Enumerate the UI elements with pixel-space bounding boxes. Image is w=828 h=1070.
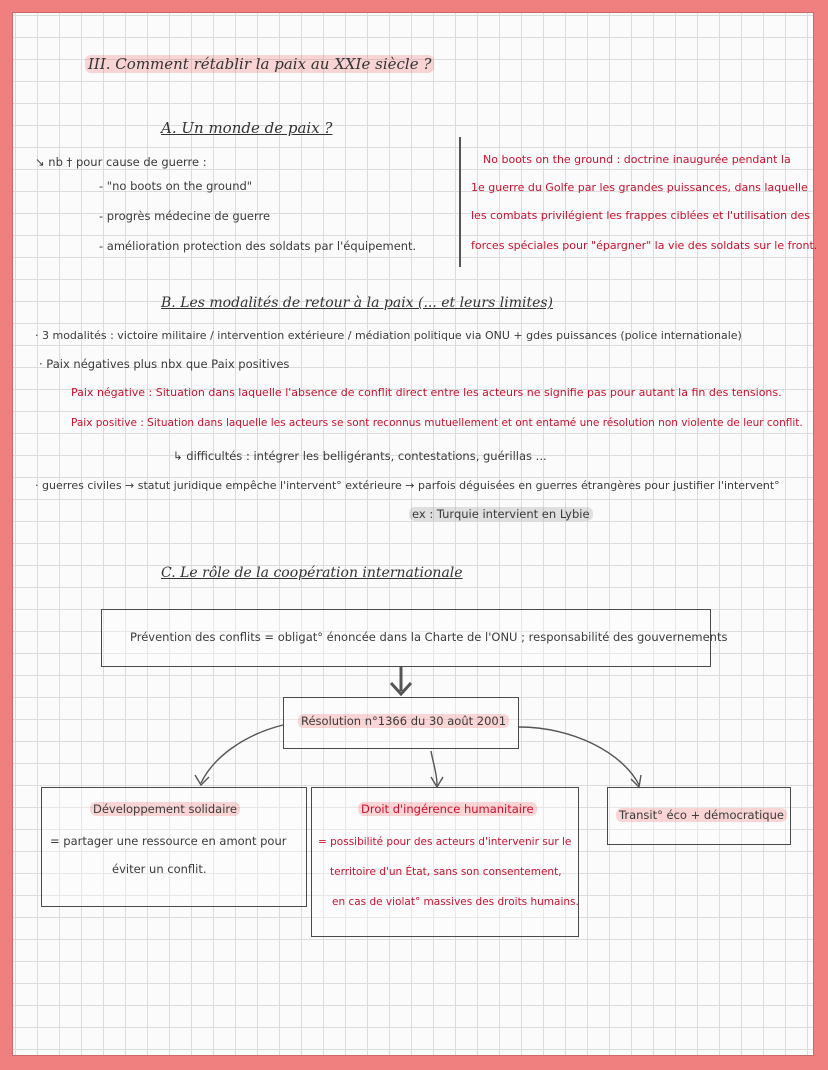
definition-line-1: No boots on the ground : doctrine inaugurée pendant la [483, 153, 791, 166]
part-a-title: A. Un monde de paix ? [161, 119, 333, 137]
modalites-line: · 3 modalités : victoire militaire / intervention extérieure / médiation politique via ONU + gdes puissances (police internationale) [35, 329, 742, 342]
part-a-bullet-2: - progrès médecine de guerre [99, 209, 271, 223]
center-box-line-3: en cas de violat° massives des droits humains. [332, 896, 579, 908]
part-a-intro: ↘ nb † pour cause de guerre : [35, 155, 207, 169]
left-box-title: Développement solidaire [90, 802, 240, 816]
paix-positive-def: Paix positive : Situation dans laquelle les acteurs se sont reconnus mutuellement et ont entamé une résolution non violente de leur conflit. [71, 417, 803, 429]
paix-compare-line: · Paix négatives plus nbx que Paix positives [39, 357, 290, 371]
center-box-line-1: = possibilité pour des acteurs d'intervenir sur le [318, 836, 572, 848]
right-box-title: Transit° éco + démocratique [616, 808, 787, 822]
left-box [41, 787, 307, 907]
center-box-line-2: territoire d'un État, sans son consentement, [330, 866, 562, 878]
arrow-right-head [631, 775, 641, 787]
resolution-text: Résolution n°1366 du 30 août 2001 [298, 714, 509, 728]
prevention-text: Prévention des conflits = obligat° énoncée dans la Charte de l'ONU ; responsabilité des gouvernements [130, 630, 728, 644]
arrow-center-curve [431, 751, 437, 785]
definition-line-2: 1e guerre du Golfe par les grandes puissances, dans laquelle [471, 181, 808, 194]
right-box [607, 787, 791, 845]
part-c-title: C. Le rôle de la coopération internationale [161, 565, 463, 581]
paix-negative-def: Paix négative : Situation dans laquelle l'absence de conflit direct entre les acteurs ne signifie pas pour autant la fin des tensions. [71, 386, 782, 399]
center-box-title: Droit d'ingérence humanitaire [358, 802, 537, 816]
notebook-page [12, 12, 818, 1056]
part-a-bullet-3: - amélioration protection des soldats par l'équipement. [99, 239, 417, 253]
guerres-civiles-line: · guerres civiles → statut juridique empêche l'intervent° extérieure → parfois déguisées en guerres étrangères pour justifier l'intervent° [35, 479, 780, 492]
definition-line-3: les combats privilégient les frappes ciblées et l'utilisation des [471, 209, 811, 222]
part-a-bullet-1: - "no boots on the ground" [99, 179, 253, 193]
left-box-line-2: éviter un conflit. [112, 862, 207, 876]
definition-line-4: forces spéciales pour "épargner" la vie des soldats sur le front. [471, 239, 818, 252]
arrow-right-curve [519, 727, 639, 785]
left-box-line-1: = partager une ressource en amont pour [50, 834, 287, 848]
exemple-line: ex : Turquie intervient en Lybie [409, 507, 593, 521]
part-b-title: B. Les modalités de retour à la paix (... et leurs limites) [161, 295, 554, 311]
arrow-left-curve [201, 725, 283, 783]
difficultes-line: ↳ difficultés : intégrer les belligérants, contestations, guérillas ... [173, 449, 547, 463]
resolution-box [283, 697, 519, 749]
center-box [311, 787, 579, 937]
section-title: III. Comment rétablir la paix au XXIe siècle ? [85, 55, 434, 73]
